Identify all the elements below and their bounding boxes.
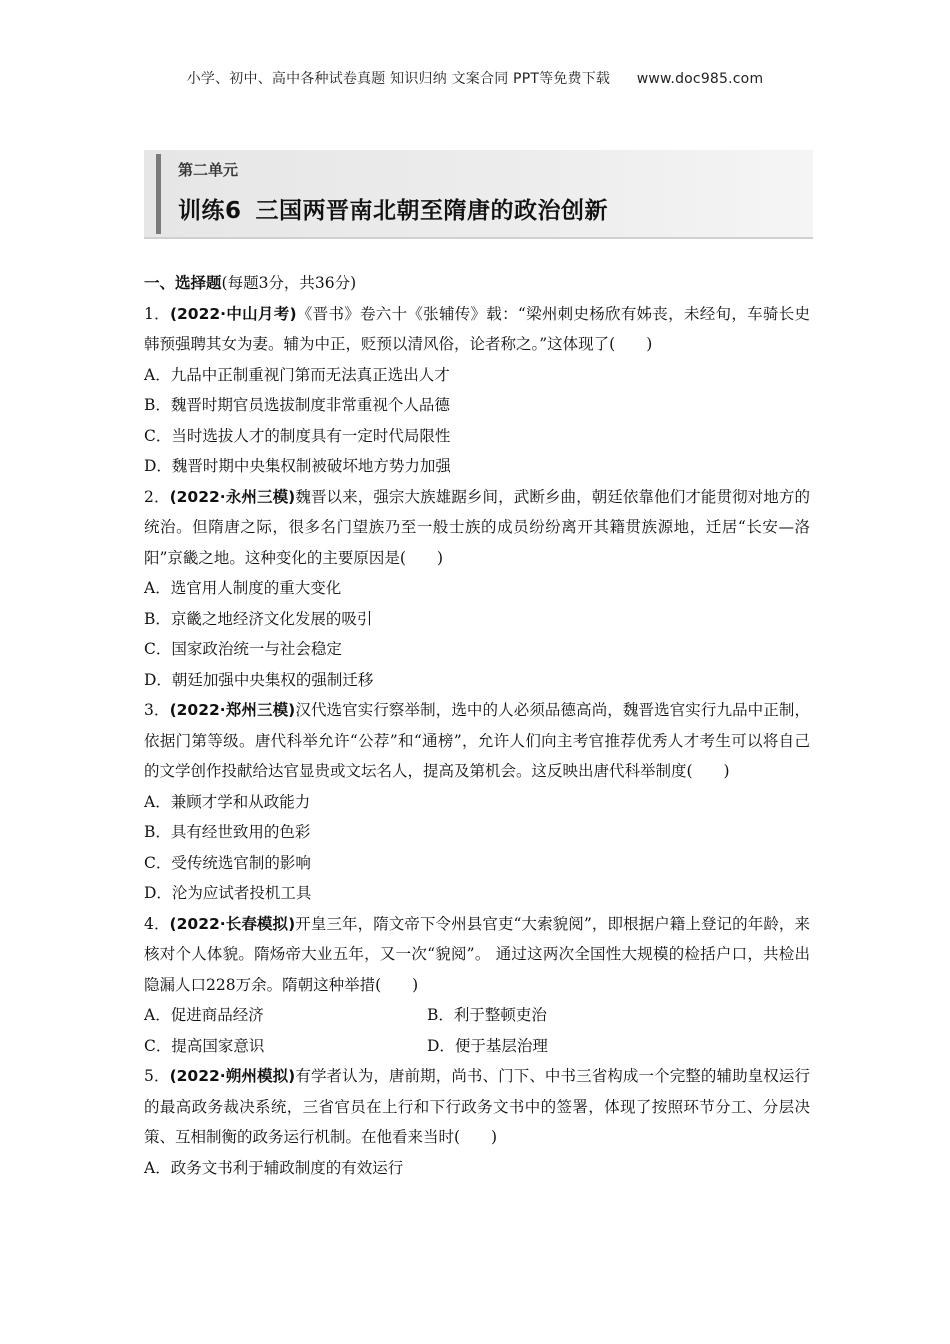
option-b: B．魏晋时期官员选拔制度非常重视个人品德 (144, 396, 450, 414)
question-stem: 《晋书》卷六十《张辅传》载：“梁州刺史杨欣有姊丧，未经旬，车骑长史韩预强聘其女为妻。辅为中正，贬预以清风俗，论者称之。”这体现了( ) (144, 304, 810, 353)
question-stem: 开皇三年，隋文帝下令州县官吏“大索貌阅”，即根据户籍上登记的年龄，来核对个人体貌。隋炀帝大业五年，又一次“貌阅”。 通过这两次全国性大规模的检括户口，共检出隐漏人口228万余。隋朝这种举措( ) (144, 914, 810, 994)
unit-banner (144, 150, 813, 239)
question-4 (144, 909, 810, 1001)
question-source: (2022·郑州三模) (169, 701, 296, 719)
lesson-number: 训练6 (178, 198, 242, 224)
question-stem: 魏晋以来，强宗大族雄踞乡间，武断乡曲，朝廷依靠他们才能贯彻对地方的统治。但隋唐之际，很多名门望族乃至一般士族的成员纷纷离开其籍贯族源地，迁居“长安—洛阳”京畿之地。这种变化的主要原因是( ) (144, 487, 810, 567)
option-d: D．魏晋时期中央集权制被破坏地方势力加强 (144, 457, 451, 475)
option-a: A．政务文书利于辅政制度的有效运行 (144, 1158, 404, 1177)
option-b: B．具有经世致用的色彩 (144, 823, 311, 841)
option-d: D．沦为应试者投机工具 (144, 884, 312, 902)
option-c: C．受传统选官制的影响 (144, 853, 311, 872)
question-number: 4． (144, 914, 170, 933)
question-source: (2022·朔州模拟) (169, 1067, 296, 1085)
option-d: D．便于基层治理 (427, 1036, 548, 1055)
section-heading (144, 268, 810, 299)
option-b: B．京畿之地经济文化发展的吸引 (144, 609, 373, 628)
option-a: A．兼顾才学和从政能力 (144, 792, 311, 811)
section-note: (每题3分，共36分) (221, 274, 357, 292)
question-3 (144, 695, 810, 787)
banner-accent-bar (156, 154, 161, 234)
question-number: 5． (144, 1067, 170, 1085)
question-source: (2022·长春模拟) (169, 914, 296, 933)
question-1 (144, 299, 810, 360)
question-number: 1． (144, 304, 170, 323)
option-d: D．朝廷加强中央集权的强制迁移 (144, 670, 374, 689)
question-number: 2． (144, 487, 170, 506)
lesson-title (178, 192, 608, 225)
question-number: 3． (144, 701, 170, 719)
lesson-title-text: 三国两晋南北朝至隋唐的政治创新 (255, 198, 609, 224)
unit-label: 第二单元 (178, 161, 239, 179)
header-text: 小学、初中、高中各种试卷真题 知识归纳 文案合同 PPT等免费下载 (186, 71, 611, 87)
question-stem: 汉代选官实行察举制，选中的人必须品德高尚，魏晋选官实行九品中正制，依据门第等级。唐代科举允许“公荐”和“通榜”，允许人们向主考官推荐优秀人才考生可以将自己的文学创作投献给达官显贵或文坛名人，提高及第机会。这反映出唐代科举制度( ) (144, 701, 810, 780)
option-row (144, 1000, 810, 1031)
option-c: C．提高国家意识 (144, 1036, 265, 1055)
option-a: A．促进商品经济 (144, 1006, 264, 1024)
option-a: A．选官用人制度的重大变化 (144, 579, 342, 597)
header-url[interactable]: www.doc985.com (636, 71, 764, 87)
option-a: A．九品中正制重视门第而无法真正选出人才 (144, 365, 450, 384)
page-header (0, 68, 950, 88)
question-2 (144, 482, 810, 574)
question-source: (2022·中山月考) (169, 304, 297, 323)
question-source: (2022·永州三模) (169, 487, 296, 506)
question-content (144, 268, 810, 1183)
option-c: C．国家政治统一与社会稳定 (144, 640, 342, 658)
question-5 (144, 1061, 810, 1153)
question-stem: 有学者认为，唐前期，尚书、门下、中书三省构成一个完整的辅助皇权运行的最高政务裁决系统，三省官员在上行和下行政务文书中的签署，体现了按照环节分工、分层决策、互相制衡的政务运行机制。在他看来当时( ) (144, 1067, 810, 1146)
option-row (144, 1031, 810, 1062)
section-label: 一、选择题 (144, 274, 222, 292)
option-b: B．利于整顿吏治 (427, 1006, 547, 1024)
option-c: C．当时选拔人才的制度具有一定时代局限性 (144, 426, 451, 445)
